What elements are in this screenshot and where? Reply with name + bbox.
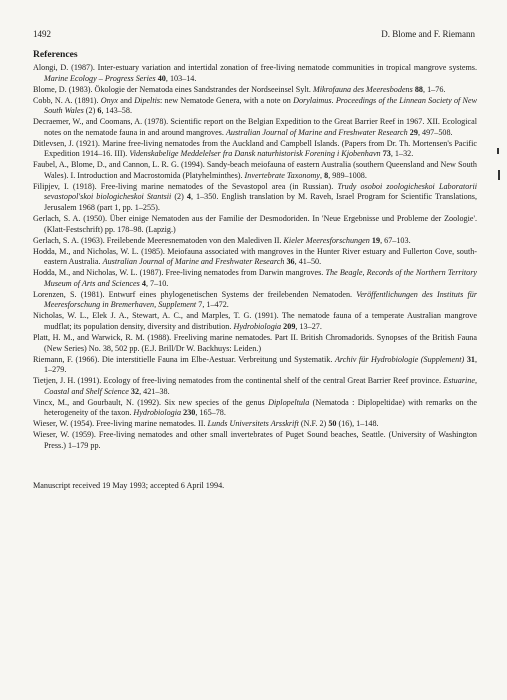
reference-entry [33,96,477,117]
reference-text: Nicholas, W. L., Elek J. A., Stewart, A. C., and Marples, T. G. (1991). The nematode fauna of a temperate Australian mangrove mudflat; its population density, diversity and distribution. [33,311,477,331]
reference-text: , 103–14. [165,73,197,83]
reference-text: , [320,170,325,180]
reference-text: . [331,95,336,105]
reference-text: Platt, H. M., and Warwick, R. M. (1988). Freeliving marine nematodes. Part II. British Chromadorids. Synopses of the British Fauna (New Series) No. 38, 502 pp. (E.J. Brill/Dr W. Backhuys: Leiden.) [33,332,477,353]
reference-italic-text: Onyx [100,95,118,105]
reference-entry [33,430,477,451]
reference-text: Riemann, F. (1966). Die interstitielle Fauna im Elbe-Aestuar. Verbreitung und Systematik. [33,354,335,364]
reference-text: Decraemer, W., and Coomans, A. (1978). Scientific report on the Belgian Expedition to the Great Barrier Reef in 1967. XII. Ecological notes on the nematode fauna in and around mangroves. [33,117,477,137]
reference-text: 7, 1–472. [196,300,229,310]
reference-italic-text: Mikrofauna des Meeresbodens [312,84,413,94]
reference-text: Alongi, D. (1987). Inter-estuary variation and intertidal zonation of free-living nematode communities in tropical mangrove systems. [33,63,477,72]
reference-entry [33,247,477,268]
running-header [33,29,477,40]
reference-entry [33,290,477,311]
reference-volume: 40 [157,73,166,83]
reference-entry [33,214,477,235]
reference-entry [33,333,477,354]
reference-italic-text: Veröffentlichungen des Instituts für Meeresforschung in Bremerhaven, Supplement [44,289,477,310]
reference-italic-text: Hydrobiologia [133,408,182,418]
reference-entry [33,139,477,160]
reference-text: , 989–1008. [328,170,367,180]
reference-italic-text: Australian Journal of Marine and Freshwater Research [102,257,285,267]
reference-text: Tietjen, J. H. (1991). Ecology of free-living nematodes from the continental shelf of the central Great Barrier Reef province. [33,376,444,386]
reference-italic-text: Estuarine, Coastal and Shelf Science [44,376,477,396]
reference-entry [33,355,477,376]
reference-volume: 209 [283,321,296,331]
reference-text: Blome, D. (1983). Ökologie der Nematoda eines Sandstrandes der Nordseeinsel Sylt. [33,84,313,94]
reference-entry [33,182,477,214]
reference-entry [33,160,477,181]
reference-entry [33,419,477,430]
reference-text: (2) [83,106,98,116]
reference-volume: 6 [97,106,102,116]
reference-italic-text: Hydrobiologia [233,321,282,331]
reference-text: Faubel, A., Blome, D., and Cannon, L. R. G. (1994). Sandy-beach meiofauna of eastern Australia (southern Queensland and New South Wales). I. Introduction and Macrostomida (Platyhelminthes). [33,160,477,180]
reference-text: , 143–58. [101,106,132,116]
reference-italic-text: Videnskabelige Meddelelser fra Dansk naturhistorisk Forening i Kjobenhavn [129,149,381,159]
reference-volume: 31 [466,354,475,364]
reference-text: Gerlach, S. A. (1963). Freilebende Meeresnematoden von den Malediven II. [33,235,284,245]
reference-text: , 13–27. [295,321,322,331]
reference-entry [33,117,477,138]
reference-text: Filipjev, I. (1918). Free-living marine nematodes of the Sevastopol area (in Russian). [33,181,338,191]
reference-volume: 29 [409,127,418,137]
reference-volume: 32 [130,386,140,396]
reference-text: , 1–76. [423,84,446,94]
reference-italic-text: Dorylaimus [293,95,332,105]
reference-italic-text: Invertebrate Taxonomy [244,170,321,180]
reference-text: (N.F. 2) [298,419,329,429]
reference-italic-text: Marine Ecology – Progress Series [44,73,156,83]
reference-entry [33,311,477,332]
reference-italic-text: Proceedings of the Linnean Society of New South Wales [44,95,477,116]
reference-italic-text: Kieler Meeresforschungen [283,235,370,245]
running-head-authors: D. Blome and F. Riemann [381,29,475,39]
reference-volume: 230 [183,408,196,418]
reference-volume: 19 [371,235,381,245]
reference-text: (2) [171,192,187,202]
page-number: 1492 [33,29,51,39]
reference-text: Cobb, N. A. (1891). [33,95,101,105]
reference-text: (Nematoda : Diplopeltidae) with remarks on the heterogeneity of the taxon. [44,397,477,418]
reference-italic-text: Dipeltis [134,95,161,105]
reference-volume: 8 [324,170,329,180]
reference-text: Hodda, M., and Nicholas, W. L. (1987). Free-living nematodes from Darwin mangroves. [33,268,326,278]
reference-volume: 88 [414,84,424,94]
scan-speck [498,170,500,180]
reference-text: Wieser, W. (1954). Free-living marine nematodes. II. [33,419,208,429]
reference-entry [33,236,477,247]
reference-text: , 1–350. English translation by M. Raveh, Israel Program for Scientific Translations, Jerusalem 1968 (part 1, pp. 1–255). [44,192,478,213]
reference-text: , 165–78. [195,408,226,418]
reference-volume: 4 [186,192,191,202]
reference-text: , 67–103. [380,235,411,245]
reference-text: , 1–32. [390,149,414,159]
reference-entry [33,376,477,397]
reference-italic-text: Lunds Universitets Arsskrift [207,419,299,429]
reference-text: , 41–50. [294,257,322,267]
reference-volume: 36 [286,257,295,267]
reference-italic-text: The Beagle, Records of the Northern Territory Museum of Arts and Sciences [44,268,477,288]
reference-text: , 1–279. [44,354,478,375]
manuscript-dates: Manuscript received 19 May 1993; accepted 6 April 1994. [33,481,225,491]
reference-entry [33,85,477,96]
reference-text: Lorenzen, S. (1981). Entwurf eines phylogenetischen Systems der freilebenden Nematoden. [33,289,357,299]
reference-entry [33,63,477,84]
reference-italic-text: Diplopeltula [268,397,310,407]
reference-entry [33,268,477,289]
reference-entry [33,398,477,419]
reference-volume: 73 [382,149,391,159]
reference-text: , 421–38. [139,386,170,396]
reference-italic-text: Trudy osoboi zoologicheskoi Laboratorii sevastopol'skoi biologicheskoi Stantsii [44,181,477,202]
reference-list [33,63,477,451]
reference-volume: 4 [141,278,146,288]
reference-text: Gerlach, S. A. (1950). Über einige Nematoden aus der Familie der Desmodoriden. In 'Neue Ergebnisse und Probleme der Zoologie'. (Klatt-Festschrift) pp. 178–98. (Lapzig.) [33,214,477,234]
references-heading: References [33,49,78,60]
reference-italic-text: Archiv für Hydrobiologie (Supplement) [334,354,465,364]
scan-speck [497,148,499,154]
reference-italic-text: Australian Journal of Marine and Freshwater Research [225,127,408,137]
reference-volume: 50 [328,419,337,429]
reference-text: , 497–508. [417,127,453,137]
reference-text: Vincx, M., and Gourbault, N. (1992). Six new species of the genus [33,397,269,407]
reference-text: Hodda, M., and Nicholas, W. L. (1985). Meiofauna associated with mangroves in the Hunter River estuary and Fullerton Cove, south-eastern Australia. [33,246,477,267]
reference-text: Wieser, W. (1959). Free-living nematodes and other small invertebrates of Puget Sound beaches, Seattle. (University of Washington Press.) 1–179 pp. [33,430,477,450]
reference-text: and [117,95,135,105]
reference-text: , 7–10. [145,278,169,288]
reference-text: Ditlevsen, J. (1921). Marine free-living nematodes from the Auckland and Campbell Islands. (Papers from Dr. Th. Mortensen's Pacific Expedition 1914–16. III). [33,138,477,159]
reference-text: (16), 1–148. [336,419,379,429]
reference-text: : new Nematode Genera, with a note on [160,95,294,105]
